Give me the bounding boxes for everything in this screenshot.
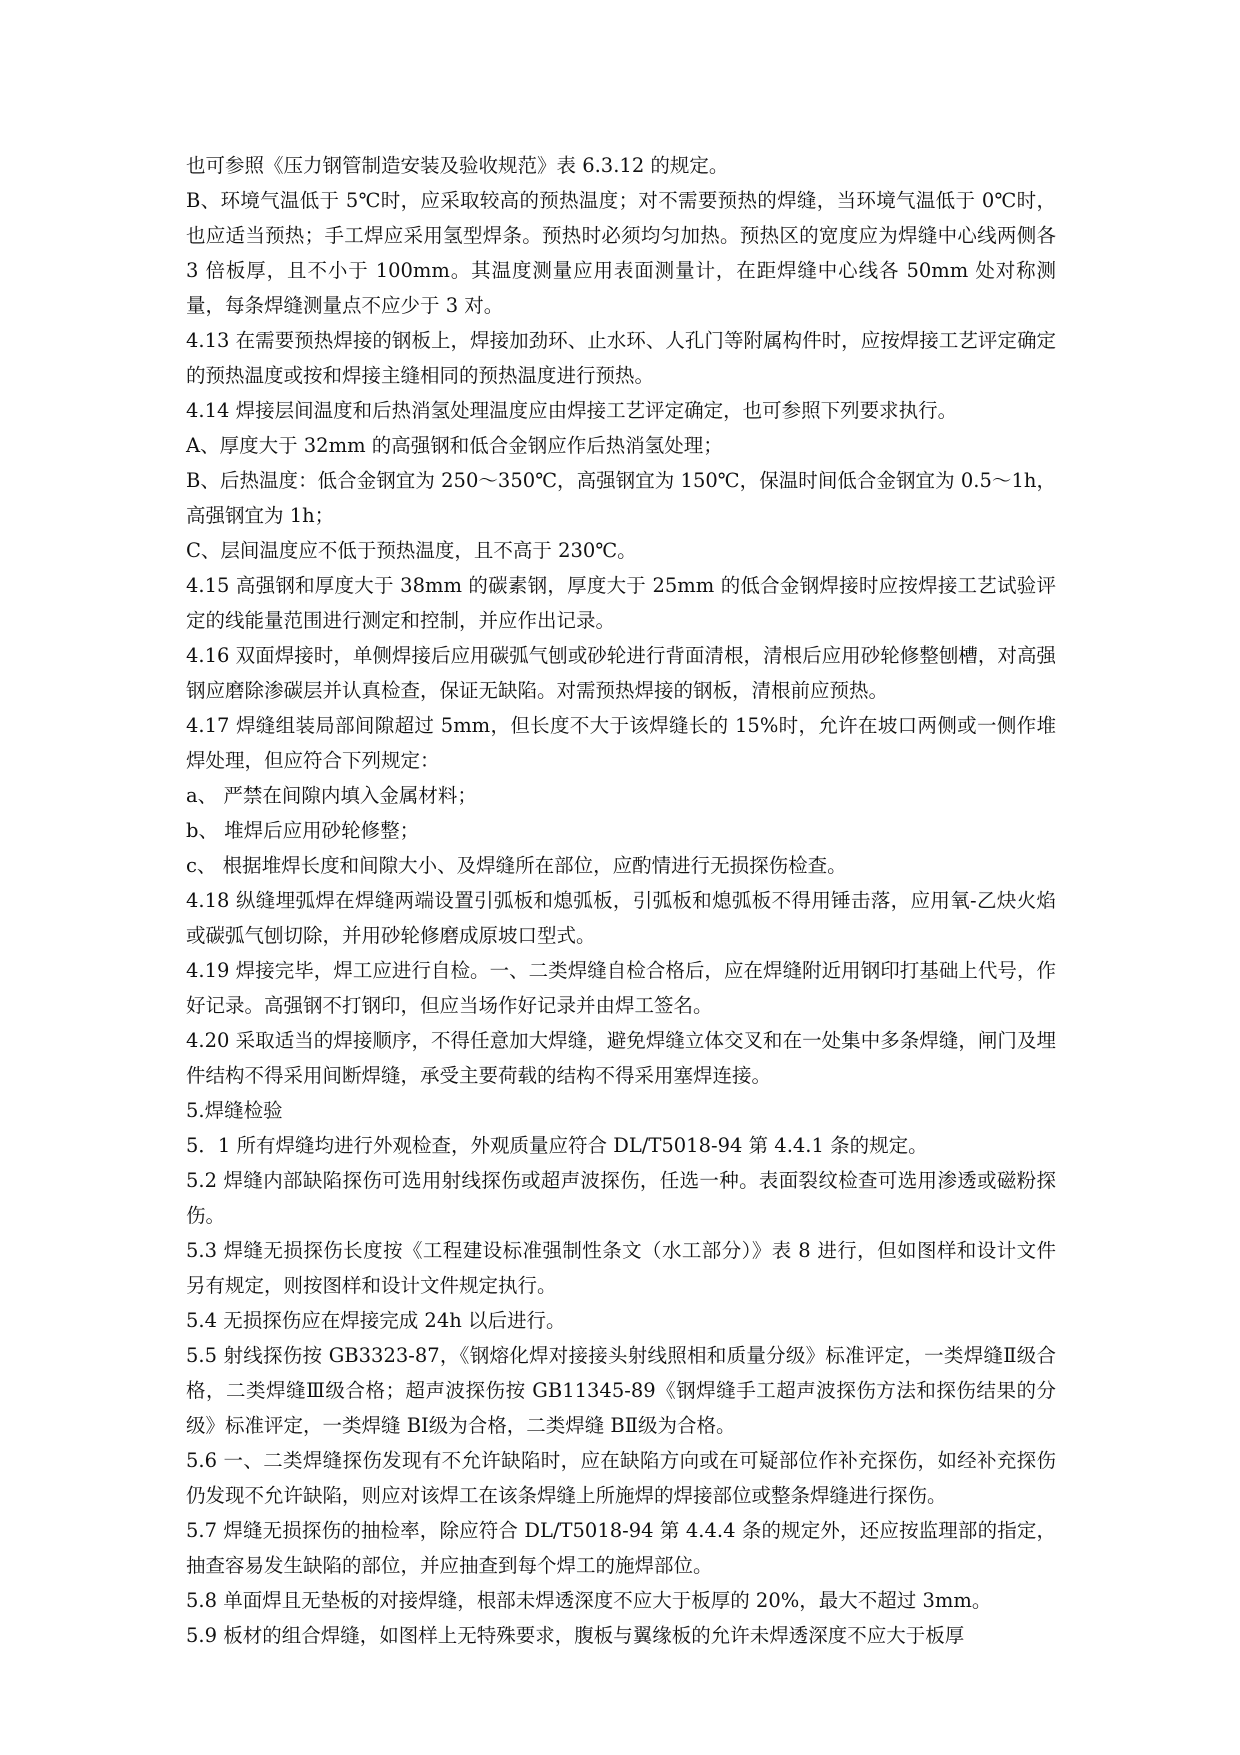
section-heading-5: 5.焊缝检验	[186, 1099, 283, 1122]
paragraph-5-7: 5.7 焊缝无损探伤的抽检率，除应符合 DL/T5018-94 第 4.4.4 条的规定外，还应按监理部的指定，抽查容易发生缺陷的部位，并应抽查到每个焊工的施焊部位。	[186, 1519, 1056, 1577]
paragraph-5-8: 5.8 单面焊且无垫板的对接焊缝，根部未焊透深度不应大于板厚的 20%，最大不超过 3mm。	[186, 1589, 992, 1612]
paragraph-5-5: 5.5 射线探伤按 GB3323-87，《钢熔化焊对接接头射线照相和质量分级》标准评定，一类焊缝Ⅱ级合格，二类焊缝Ⅲ级合格；超声波探伤按 GB11345-89《钢焊缝手工超声波探伤方法和探伤结果的分级》标准评定，一类焊缝 BⅠ级为合格，二类焊缝 BⅡ级为合格。	[186, 1344, 1056, 1437]
paragraph-reference-table: 也可参照《压力钢管制造安装及验收规范》表 6.3.12 的规定。	[186, 154, 729, 177]
paragraph-5-2: 5.2 焊缝内部缺陷探伤可选用射线探伤或超声波探伤，任选一种。表面裂纹检查可选用渗透或磁粉探伤。	[186, 1169, 1056, 1227]
paragraph-4-20: 4.20 采取适当的焊接顺序，不得任意加大焊缝，避免焊缝立体交叉和在一处集中多条焊缝，闸门及埋件结构不得采用间断焊缝，承受主要荷载的结构不得采用塞焊连接。	[186, 1029, 1056, 1087]
paragraph-5-3: 5.3 焊缝无损探伤长度按《工程建设标准强制性条文（水工部分）》表 8 进行，但如图样和设计文件另有规定，则按图样和设计文件规定执行。	[186, 1239, 1056, 1297]
paragraph-4-17: 4.17 焊缝组装局部间隙超过 5mm，但长度不大于该焊缝长的 15%时，允许在坡口两侧或一侧作堆焊处理，但应符合下列规定：	[186, 714, 1056, 772]
paragraph-5-4: 5.4 无损探伤应在焊接完成 24h 以后进行。	[186, 1309, 566, 1332]
list-item-b: b、 堆焊后应用砂轮修整；	[186, 819, 420, 842]
paragraph-5-1: 5．1 所有焊缝均进行外观检查，外观质量应符合 DL/T5018-94 第 4.4.1 条的规定。	[186, 1134, 928, 1157]
paragraph-4-18: 4.18 纵缝埋弧焊在焊缝两端设置引弧板和熄弧板，引弧板和熄弧板不得用锤击落，应用氧-乙炔火焰或碳弧气刨切除，并用砂轮修磨成原坡口型式。	[186, 889, 1056, 947]
paragraph-4-16: 4.16 双面焊接时，单侧焊接后应用碳弧气刨或砂轮进行背面清根，清根后应用砂轮修整刨槽，对高强钢应磨除渗碳层并认真检查，保证无缺陷。对需预热焊接的钢板，清根前应预热。	[186, 644, 1056, 702]
paragraph-item-a: A、厚度大于 32mm 的高强钢和低合金钢应作后热消氢处理；	[186, 434, 723, 457]
paragraph-4-19: 4.19 焊接完毕，焊工应进行自检。一、二类焊缝自检合格后，应在焊缝附近用钢印打基础上代号，作好记录。高强钢不打钢印，但应当场作好记录并由焊工签名。	[186, 959, 1056, 1017]
paragraph-item-b-preheat: B、环境气温低于 5℃时，应采取较高的预热温度；对不需要预热的焊缝，当环境气温低于 0℃时，也应适当预热；手工焊应采用氢型焊条。预热时必须均匀加热。预热区的宽度应为焊缝中心线两侧各 3 倍板厚，且不小于 100mm。其温度测量应用表面测量计，在距焊缝中心线各 50mm 处对称测量，每条焊缝测量点不应少于 3 对。	[186, 189, 1056, 317]
list-item-a: a、 严禁在间隙内填入金属材料；	[186, 784, 477, 807]
paragraph-5-9: 5.9 板材的组合焊缝，如图样上无特殊要求，腹板与翼缘板的允许未焊透深度不应大于板厚	[186, 1624, 965, 1647]
paragraph-4-13: 4.13 在需要预热焊接的钢板上，焊接加劲环、止水环、人孔门等附属构件时，应按焊接工艺评定确定的预热温度或按和焊接主缝相同的预热温度进行预热。	[186, 329, 1056, 387]
paragraph-4-14: 4.14 焊接层间温度和后热消氢处理温度应由焊接工艺评定确定，也可参照下列要求执行。	[186, 399, 958, 422]
list-item-c: c、 根据堆焊长度和间隙大小、及焊缝所在部位，应酌情进行无损探伤检查。	[186, 854, 847, 877]
paragraph-item-c: C、层间温度应不低于预热温度，且不高于 230℃。	[186, 539, 637, 562]
paragraph-5-6: 5.6 一、二类焊缝探伤发现有不允许缺陷时，应在缺陷方向或在可疑部位作补充探伤，如经补充探伤仍发现不允许缺陷，则应对该焊工在该条焊缝上所施焊的焊接部位或整条焊缝进行探伤。	[186, 1449, 1056, 1507]
paragraph-4-15: 4.15 高强钢和厚度大于 38mm 的碳素钢，厚度大于 25mm 的低合金钢焊接时应按焊接工艺试验评定的线能量范围进行测定和控制，并应作出记录。	[186, 574, 1056, 632]
paragraph-item-b-postheat: B、后热温度：低合金钢宜为 250～350℃，高强钢宜为 150℃，保温时间低合金钢宜为 0.5～1h，高强钢宜为 1h；	[186, 469, 1056, 527]
document-page	[186, 148, 1056, 1653]
